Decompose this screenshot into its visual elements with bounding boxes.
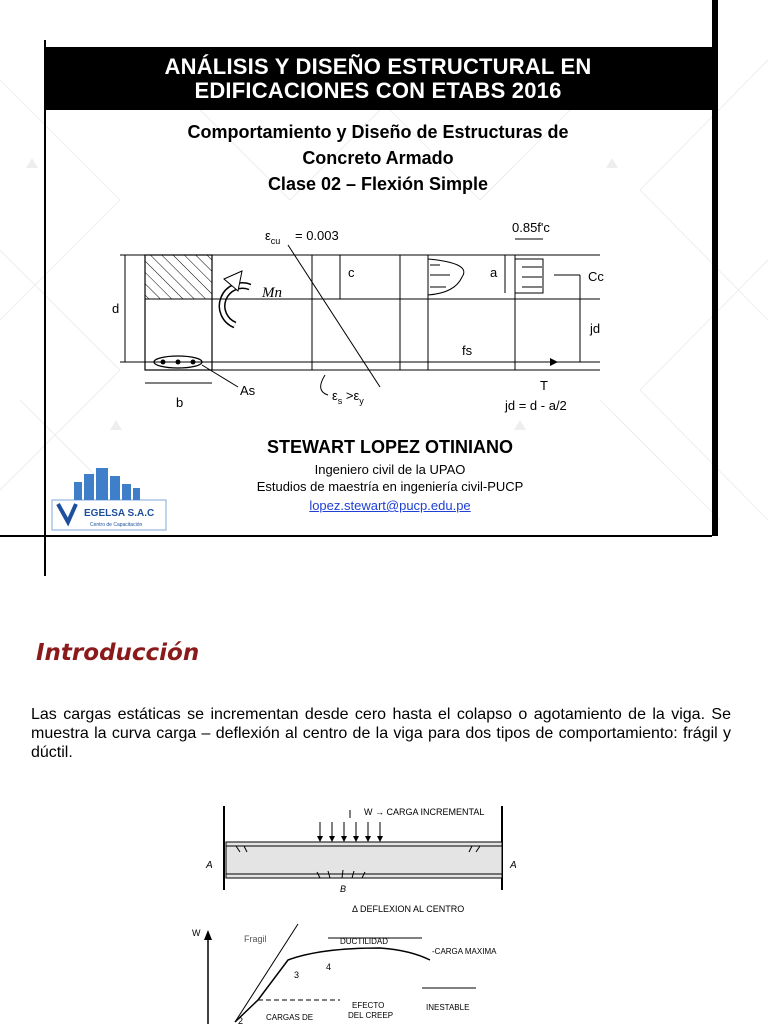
end-label-right: A xyxy=(510,860,517,871)
label-ecu: $\varepsilon_{cu}$ xyxy=(265,228,281,246)
section-title: Introducción xyxy=(36,640,200,666)
author-email-link[interactable]: lopez.stewart@pucp.edu.pe xyxy=(309,498,471,513)
deflection-label: Δ DEFLEXION AL CENTRO xyxy=(352,904,465,914)
carga-maxima-label: -CARGA MAXIMA xyxy=(432,947,497,956)
logo-name: EGELSA S.A.C xyxy=(84,508,155,519)
author-studies: Estudios de maestría en ingeniería civil-PUCP xyxy=(256,479,524,494)
subtitle-line1: Comportamiento y Diseño de Estructuras de xyxy=(187,122,569,142)
label-a: a xyxy=(490,265,498,280)
author-name: STEWART LOPEZ OTINIANO xyxy=(267,437,513,457)
label-cc: Cc xyxy=(588,269,604,284)
cargas-de-label: CARGAS DE xyxy=(266,1013,314,1022)
label-jd-eq: jd = d - a/2 xyxy=(505,398,567,413)
ductilidad-label: DUCTILIDAD xyxy=(340,937,389,946)
label-es-ey: $\varepsilon_s >\varepsilon_y$ xyxy=(332,388,364,406)
label-ecu-value: = 0.003 xyxy=(295,228,339,243)
fragil-label: Fragil xyxy=(244,934,267,944)
label-fc: 0.85f'c xyxy=(512,220,550,235)
label-d: d xyxy=(112,301,120,316)
label-as: As xyxy=(240,383,256,398)
load-deflection-figure xyxy=(180,800,580,1024)
inestable-label: INESTABLE xyxy=(426,1003,470,1012)
frame-right-border xyxy=(712,0,718,536)
del-creep-label: DEL CREEP xyxy=(348,1011,394,1020)
egelsa-logo xyxy=(50,460,168,532)
label-b: b xyxy=(176,395,184,410)
title-banner xyxy=(44,47,712,110)
flexure-diagram xyxy=(110,215,610,420)
frame-bottom-border xyxy=(0,535,712,537)
subtitle-line2: Concreto Armado xyxy=(302,148,454,168)
end-label-left: A xyxy=(206,860,213,871)
efecto-label: EFECTO xyxy=(352,1001,385,1010)
point-b: B xyxy=(340,884,347,894)
slide-title-line2: EDIFICACIONES CON ETABS 2016 xyxy=(194,78,562,103)
author-degree: Ingeniero civil de la UPAO xyxy=(314,462,466,477)
point-2: 2 xyxy=(238,1016,244,1024)
label-jd: jd xyxy=(590,321,601,336)
label-t: T xyxy=(540,378,548,393)
label-mn: Mn xyxy=(262,285,282,301)
load-label: W → CARGA INCREMENTAL xyxy=(364,807,485,817)
logo-subtitle: Centro de Capacitación xyxy=(90,522,143,528)
intro-paragraph: Las cargas estáticas se incrementan desde cero hasta el colapso o agotamiento de la viga. Se muestra la curva carga – deflexión al centro de la viga para dos tipos de comportamiento: frágil y dúctil. xyxy=(31,706,731,761)
point-4: 4 xyxy=(326,962,332,972)
label-fs: fs xyxy=(462,343,473,358)
slide-title-line1: ANÁLISIS Y DISEÑO ESTRUCTURAL EN xyxy=(164,54,592,79)
subtitle-line3: Clase 02 – Flexión Simple xyxy=(267,174,489,194)
label-c: c xyxy=(348,265,355,280)
point-3: 3 xyxy=(294,970,300,980)
w-axis-label: W xyxy=(192,928,201,938)
